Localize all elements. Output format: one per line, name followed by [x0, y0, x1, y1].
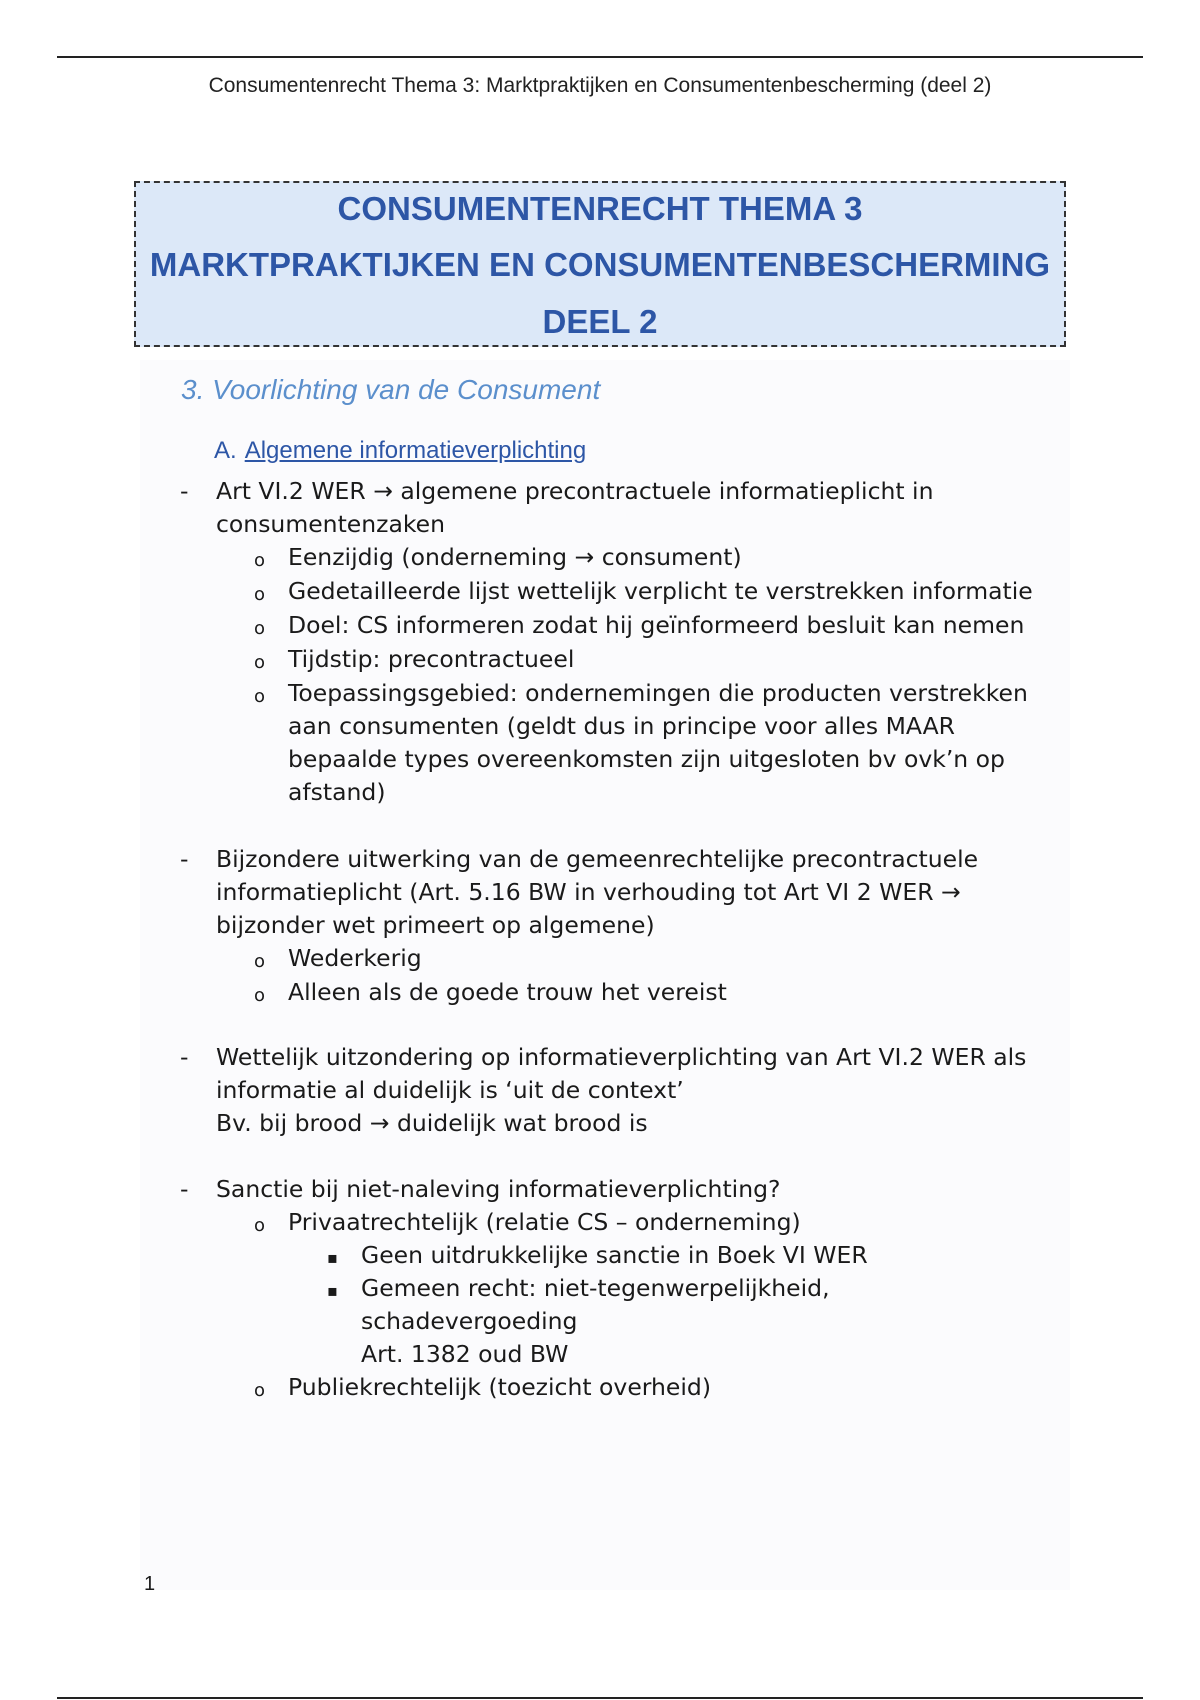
title-line-3: DEEL 2 [542, 303, 658, 340]
list-item: informatieplicht (Art. 5.16 BW in verhouding tot Art VI 2 WER → [216, 878, 961, 906]
circle-marker: o [254, 618, 266, 639]
title-line-2: MARKTPRAKTIJKEN EN CONSUMENTENBESCHERMING [149, 246, 1051, 283]
list-item: Gemeen recht: niet-tegenwerpelijkheid, [361, 1274, 830, 1302]
list-item: bijzonder wet primeert op algemene) [216, 911, 655, 939]
subsection-letter: A. [214, 437, 237, 464]
list-item: Doel: CS informeren zodat hij geïnformeerd besluit kan nemen [288, 611, 1025, 639]
circle-marker: o [254, 951, 266, 972]
square-marker: ▪ [327, 1281, 338, 1300]
list-item: Eenzijdig (onderneming → consument) [288, 543, 742, 571]
dash-marker: - [180, 1175, 189, 1203]
subsection-title: Algemene informatieverplichting [244, 437, 587, 464]
dash-marker: - [180, 845, 189, 873]
section-number: 3. [181, 374, 205, 405]
running-header: Consumentenrecht Thema 3: Marktpraktijken en Consumentenbescherming (deel 2) [208, 74, 992, 97]
list-item: Sanctie bij niet-naleving informatieverplichting? [216, 1175, 781, 1203]
list-item: schadevergoeding [361, 1307, 578, 1335]
subsection-heading [214, 437, 586, 465]
circle-marker: o [254, 686, 266, 707]
list-item: Tijdstip: precontractueel [288, 645, 575, 673]
dash-marker: - [180, 1043, 189, 1071]
circle-marker: o [254, 584, 266, 605]
circle-marker: o [254, 985, 266, 1006]
circle-marker: o [254, 550, 266, 571]
header-rule [57, 56, 1143, 58]
list-item: Art VI.2 WER → algemene precontractuele informatieplicht in [216, 477, 934, 505]
section-heading [181, 374, 600, 406]
list-item: Alleen als de goede trouw het vereist [288, 978, 727, 1006]
square-marker: ▪ [327, 1248, 338, 1267]
list-item: informatie al duidelijk is ‘uit de context’ [216, 1076, 684, 1104]
list-item: afstand) [288, 778, 386, 806]
list-item: Bv. bij brood → duidelijk wat brood is [216, 1109, 648, 1137]
circle-marker: o [254, 1380, 266, 1401]
list-item: Wettelijk uitzondering op informatieverplichting van Art VI.2 WER als [216, 1043, 1027, 1071]
list-item: Geen uitdrukkelijke sanctie in Boek VI WER [361, 1241, 868, 1269]
list-item: bepaalde types overeenkomsten zijn uitgesloten bv ovk’n op [288, 745, 1005, 773]
list-item: Gedetailleerde lijst wettelijk verplicht te verstrekken informatie [288, 577, 1033, 605]
circle-marker: o [254, 1215, 266, 1236]
title-box [134, 181, 1066, 347]
title-line-1: CONSUMENTENRECHT THEMA 3 [337, 190, 863, 227]
circle-marker: o [254, 652, 266, 673]
list-item: Publiekrechtelijk (toezicht overheid) [288, 1373, 711, 1401]
section-title: Voorlichting van de Consument [212, 374, 601, 405]
list-item: Privaatrechtelijk (relatie CS – onderneming) [288, 1208, 801, 1236]
list-item: Toepassingsgebied: ondernemingen die producten verstrekken [288, 679, 1028, 707]
list-item: Wederkerig [288, 944, 422, 972]
list-item: aan consumenten (geldt dus in principe voor alles MAAR [288, 712, 955, 740]
footer-rule [57, 1697, 1143, 1699]
list-item: Art. 1382 oud BW [361, 1340, 569, 1368]
dash-marker: - [180, 477, 189, 505]
list-item: Bijzondere uitwerking van de gemeenrechtelijke precontractuele [216, 845, 979, 873]
list-item: consumentenzaken [216, 510, 445, 538]
page-number: 1 [144, 1573, 156, 1595]
